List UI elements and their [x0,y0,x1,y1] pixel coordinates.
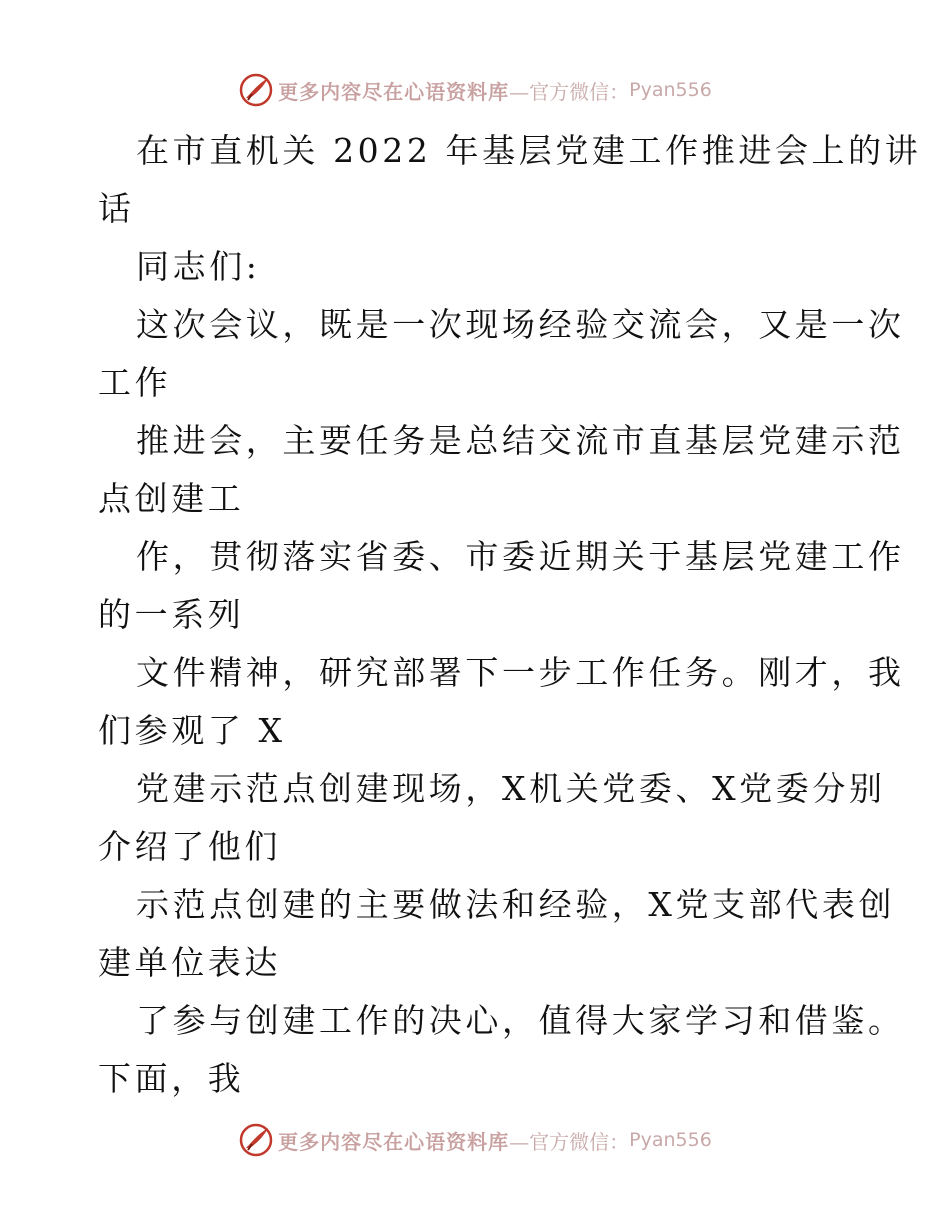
quill-logo-icon [238,72,274,108]
watermark-site: 更多内容尽在心语资料库 [278,79,510,104]
watermark-footer [0,1120,950,1160]
body-line: 工作 [98,363,172,402]
body-line: 下面，我 [98,1059,245,1098]
watermark-separator: —官方微信： [509,1129,630,1154]
body-line: 同志们: [136,247,261,286]
watermark-site: 更多内容尽在心语资料库 [278,1129,510,1154]
watermark-handle: Pyan556 [629,79,712,101]
body-line: 推进会，主要任务是总结交流市直基层党建示范 [136,421,905,460]
quill-logo-icon [238,1122,274,1158]
body-line: 们参观了 X [98,711,286,750]
document-body [98,122,922,1108]
body-line: 建单位表达 [98,943,281,982]
body-line: 点创建工 [98,479,245,518]
body-line: 文件精神，研究部署下一步工作任务。刚才，我 [136,653,905,692]
body-line: 介绍了他们 [98,827,281,866]
watermark-header [0,70,950,110]
body-line: 党建示范点创建现场，X机关党委、X党委分别 [136,769,886,808]
watermark-handle: Pyan556 [629,1129,712,1151]
body-line: 在市直机关 2022 年基层党建工作推进会上的讲 [136,131,922,170]
body-line: 的一系列 [98,595,245,634]
watermark-separator: —官方微信： [509,79,630,104]
body-line: 示范点创建的主要做法和经验，X党支部代表创 [136,885,896,924]
body-line: 了参与创建工作的决心，值得大家学习和借鉴。 [136,1001,905,1040]
body-line: 这次会议，既是一次现场经验交流会，又是一次 [136,305,905,344]
body-line: 话 [98,189,135,228]
body-line: 作，贯彻落实省委、市委近期关于基层党建工作 [136,537,905,576]
